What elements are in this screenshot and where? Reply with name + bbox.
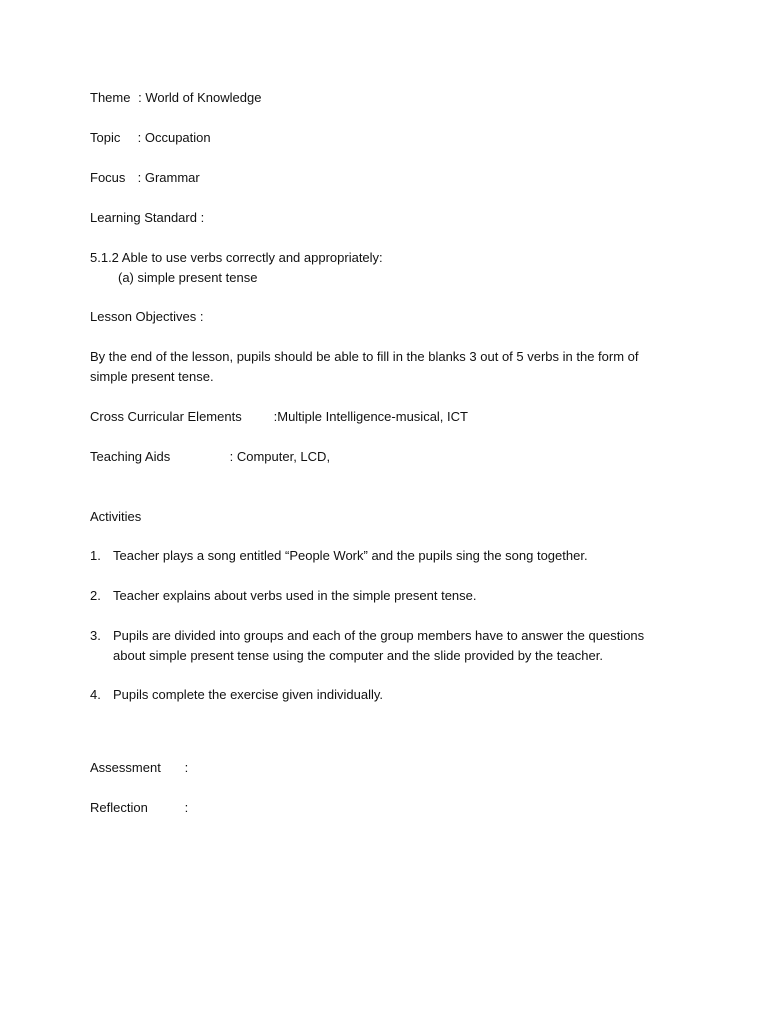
lesson-objectives-heading: Lesson Objectives : [90, 309, 204, 324]
cross-curricular-row [90, 407, 468, 427]
activities-heading: Activities [90, 509, 142, 524]
focus-value: : Grammar [137, 170, 200, 185]
topic-label: Topic [90, 130, 121, 145]
list-item-number: 3. [90, 628, 101, 643]
theme-row [90, 88, 261, 108]
reflection-label: Reflection [90, 800, 148, 815]
focus-label: Focus [90, 170, 126, 185]
reflection-value: : [184, 800, 189, 815]
cross-curricular-value: :Multiple Intelligence-musical, ICT [273, 409, 468, 424]
cross-curricular-label: Cross Curricular Elements [90, 409, 242, 424]
reflection-row [90, 798, 188, 818]
learning-standard-heading: Learning Standard : [90, 210, 205, 225]
teaching-aids-label: Teaching Aids [90, 449, 171, 464]
teaching-aids-row [90, 447, 330, 467]
theme-label: Theme [90, 90, 131, 105]
lesson-objectives-text: By the end of the lesson, pupils should be able to fill in the blanks 3 out of 5 verbs in the form of simple present tense. [90, 349, 639, 384]
assessment-label: Assessment [90, 760, 161, 775]
list-item-text: Teacher plays a song entitled “People Work” and the pupils sing the song together. [113, 548, 588, 563]
focus-row [90, 168, 200, 188]
list-item-text: Teacher explains about verbs used in the simple present tense. [113, 588, 477, 603]
learning-standard-subitem: (a) simple present tense [118, 270, 258, 285]
learning-standard-code: 5.1.2 Able to use verbs correctly and appropriately: [90, 250, 383, 265]
list-item-number: 1. [90, 548, 101, 563]
teaching-aids-value: : Computer, LCD, [229, 449, 331, 464]
list-item-text: Pupils are divided into groups and each of the group members have to answer the questions about simple present tense using the computer and the slide provided by the teacher. [113, 628, 645, 663]
topic-row [90, 128, 211, 148]
list-item-number: 4. [90, 687, 101, 702]
topic-value: : Occupation [137, 130, 211, 145]
assessment-row [90, 758, 188, 778]
assessment-value: : [184, 760, 189, 775]
list-item-number: 2. [90, 588, 101, 603]
theme-value: : World of Knowledge [138, 90, 262, 105]
list-item-text: Pupils complete the exercise given individually. [113, 687, 384, 702]
